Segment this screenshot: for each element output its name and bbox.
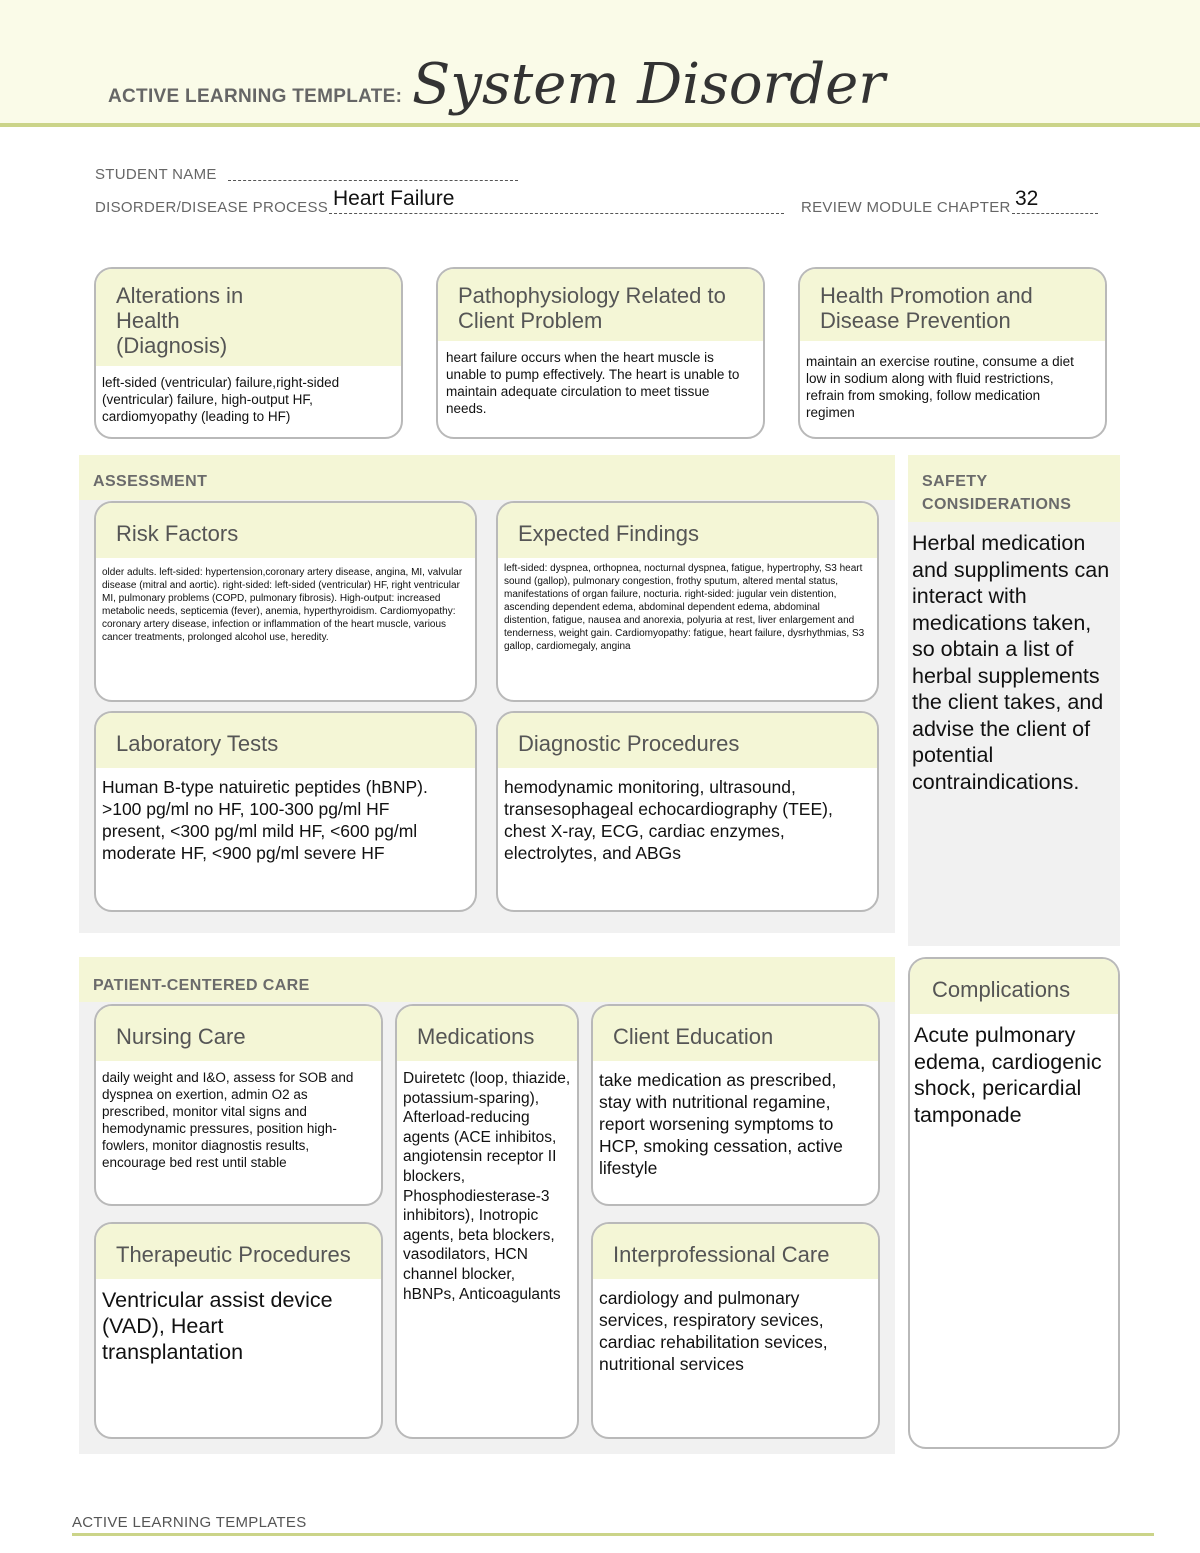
risk-factors-text[interactable]: older adults. left-sided: hypertension,coronary artery disease, angina, MI, valvular disease (mitral and aortic). right-sided: left-sided (ventricular) HF, right ventricular MI, pulmonary problems (COPD, pulmonary fibrosis). High-output: increased metabolic needs, septicemia (fever), anemia, hyperthyroidism. Cardiomyopathy: coronary artery disease, infection or inflammation of the heart muscle, various cancer treatments, prolonged alcohol use, heredity. — [102, 567, 463, 643]
disorder-label: DISORDER/DISEASE PROCESS — [95, 199, 329, 216]
nursing-care-title: Nursing Care — [96, 1006, 381, 1061]
lab-tests-title: Laboratory Tests — [96, 713, 475, 768]
nursing-care-text[interactable]: daily weight and I&O, assess for SOB and dyspnea on exertion, admin O2 as prescribed, monitor vital signs and hemodynamic pressures, position high-fowlers, monitor diagnostis results, encourage bed rest until stable — [102, 1070, 354, 1170]
alterations-title: Alterations in Health (Diagnosis) — [96, 269, 401, 366]
medications-text[interactable]: Duiretetc (loop, thiazide, potassium-sparing), Afterload-reducing agents (ACE inhibitos, angiotensin receptor II blockers, Phosphodiesterase-3 inhibitors), Inotropic agents, beta blockers, vasodilators, HCN channel blocker, hBNPs, Anticoagulants — [403, 1070, 571, 1303]
client-education-text[interactable]: take medication as prescribed, stay with nutritional regamine, report worsening symptoms to HCP, smoking cessation, active lifestyle — [599, 1070, 843, 1178]
expected-findings-title: Expected Findings — [498, 503, 877, 558]
interprofessional-care-text[interactable]: cardiology and pulmonary services, respiratory sevices, cardiac rehabilitation sevices, nutritional services — [599, 1288, 828, 1374]
safety-title: SAFETY CONSIDERATIONS — [908, 455, 1120, 522]
nursing-care-box[interactable] — [94, 1004, 383, 1206]
health-promotion-title: Health Promotion and Disease Prevention — [800, 269, 1105, 341]
student-name-field[interactable] — [228, 180, 518, 181]
chapter-field[interactable] — [1012, 213, 1098, 214]
disorder-field[interactable] — [329, 213, 784, 214]
complications-title: Complications — [910, 959, 1118, 1014]
therapeutic-procedures-box[interactable] — [94, 1222, 383, 1439]
lab-tests-text[interactable]: Human B-type natuiretic peptides (hBNP). >100 pg/ml no HF, 100-300 pg/ml HF present, <300 pg/ml mild HF, <600 pg/ml moderate HF, <900 pg/ml severe HF — [102, 777, 428, 863]
health-promotion-box[interactable] — [798, 267, 1107, 439]
therapeutic-procedures-title: Therapeutic Procedures — [96, 1224, 381, 1279]
pathophysiology-title: Pathophysiology Related to Client Problem — [438, 269, 763, 341]
chapter-label: REVIEW MODULE CHAPTER — [801, 199, 1011, 216]
alterations-box[interactable] — [94, 267, 403, 439]
footer-rule — [72, 1533, 1154, 1536]
patient-care-label: PATIENT-CENTERED CARE — [93, 977, 310, 994]
student-name-label: STUDENT NAME — [95, 166, 217, 183]
client-education-box[interactable] — [591, 1004, 880, 1206]
diagnostic-procedures-text[interactable]: hemodynamic monitoring, ultrasound, transesophageal echocardiography (TEE), chest X-ray, ECG, cardiac enzymes, electrolytes, and ABGs — [504, 777, 833, 863]
therapeutic-procedures-text[interactable]: Ventricular assist device (VAD), Heart transplantation — [102, 1288, 333, 1364]
complications-text[interactable]: Acute pulmonary edema, cardiogenic shock, pericardial tamponade — [914, 1023, 1102, 1127]
complications-box[interactable] — [908, 957, 1120, 1449]
risk-factors-title: Risk Factors — [96, 503, 475, 558]
template-title: System Disorder — [412, 52, 886, 117]
assessment-label: ASSESSMENT — [93, 473, 208, 490]
medications-box[interactable] — [395, 1004, 579, 1439]
interprofessional-care-box[interactable] — [591, 1222, 880, 1439]
footer-label: ACTIVE LEARNING TEMPLATES — [72, 1514, 307, 1531]
safety-text[interactable]: Herbal medication and suppliments can interact with medications taken, so obtain a list of herbal supplements the client takes, and advise the client of potential contraindications. — [912, 531, 1110, 794]
alterations-text[interactable]: left-sided (ventricular) failure,right-sided (ventricular) failure, high-output HF, cardiomyopathy (leading to HF) — [102, 375, 340, 424]
health-promotion-text[interactable]: maintain an exercise routine, consume a diet low in sodium along with fluid restrictions, refrain from smoking, follow medication regimen — [806, 354, 1074, 420]
client-education-title: Client Education — [593, 1006, 878, 1061]
pathophysiology-text[interactable]: heart failure occurs when the heart muscle is unable to pump effectively. The heart is unable to maintain adequate circulation to meet tissue needs. — [446, 350, 740, 416]
disorder-value: Heart Failure — [333, 187, 455, 210]
lab-tests-box[interactable] — [94, 711, 477, 912]
interprofessional-care-title: Interprofessional Care — [593, 1224, 878, 1279]
medications-title: Medications — [397, 1006, 577, 1061]
header-rule — [0, 123, 1200, 127]
safety-panel — [908, 455, 1120, 946]
expected-findings-box[interactable] — [496, 501, 879, 702]
pathophysiology-box[interactable] — [436, 267, 765, 439]
diagnostic-procedures-title: Diagnostic Procedures — [498, 713, 877, 768]
expected-findings-text[interactable]: left-sided: dyspnea, orthopnea, nocturnal dyspnea, fatigue, hypertrophy, S3 heart sound (gallop), pulmonary congestion, frothy sputum, altered mental status, manifestations of organ failure, nocturia. right-sided: jugular vein distention, ascending dependent edema, abdominal dependent edema, abdominal distention, fatigue, nausea and anorexia, polyuria at rest, liver enlargement and tenderness, weight gain. Cardiomyopathy: fatigue, heart failure, dysrhythmias, S3 gallop, cardiomegaly, angina — [504, 563, 865, 652]
template-label: ACTIVE LEARNING TEMPLATE: — [108, 86, 403, 107]
risk-factors-box[interactable] — [94, 501, 477, 702]
chapter-value: 32 — [1015, 187, 1039, 210]
diagnostic-procedures-box[interactable] — [496, 711, 879, 912]
